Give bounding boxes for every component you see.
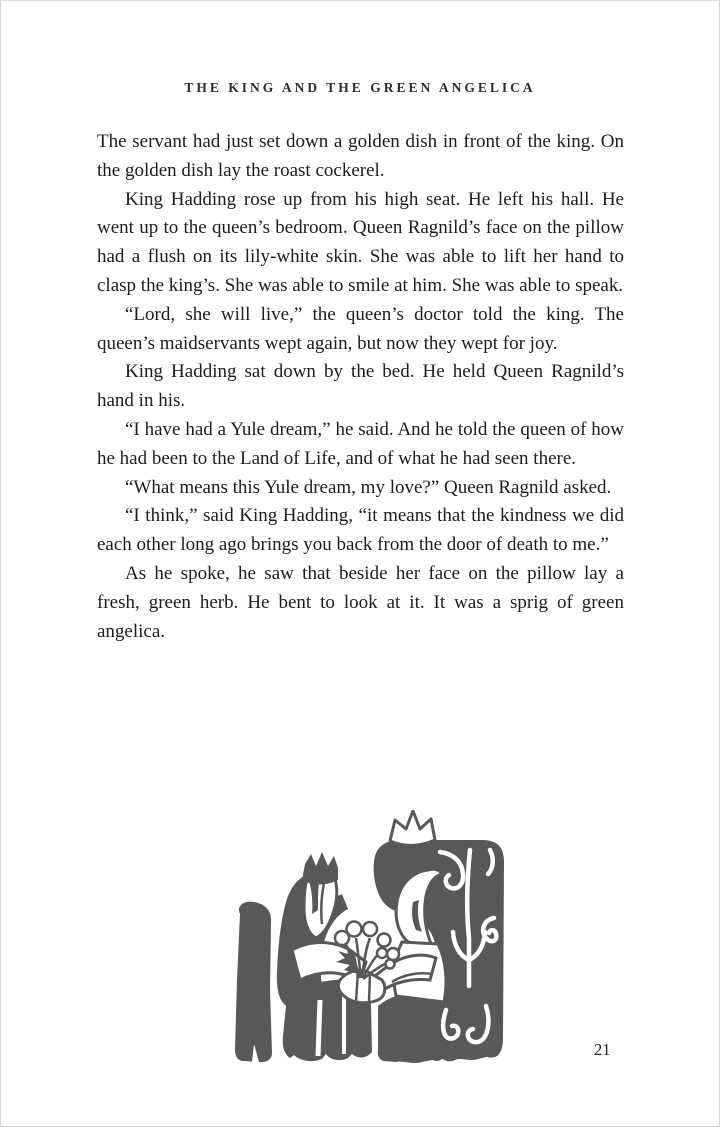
paragraph: King Hadding sat down by the bed. He held Queen Ragnild’s hand in his. bbox=[97, 361, 624, 412]
woodcut-illustration bbox=[232, 810, 505, 1066]
running-head: THE KING AND THE GREEN ANGELICA bbox=[184, 80, 536, 95]
paragraph: “Lord, she will live,” the queen’s doctor told the king. The queen’s maidservants wept again, but now they wept for joy. bbox=[97, 303, 624, 354]
paragraph: “What means this Yule dream, my love?” Queen Ragnild asked. bbox=[125, 476, 612, 498]
paragraph: “I have had a Yule dream,” he said. And he told the queen of how he had been to the Land of Life, and of what he had seen there. bbox=[97, 418, 624, 469]
paragraph: King Hadding rose up from his high seat. He left his hall. He went up to the queen’s bedroom. Queen Ragnild’s face on the pillow had a flush on its lily-white skin. She was able to lift her hand to clasp the king’s. She was able to smile at him. She was able to speak. bbox=[97, 188, 624, 296]
paragraph: The servant had just set down a golden dish in front of the king. On the golden dish lay the roast cockerel. bbox=[97, 131, 624, 181]
text-block bbox=[97, 128, 624, 646]
chair-back bbox=[235, 902, 272, 1063]
paragraph: As he spoke, he saw that beside her face on the pillow lay a fresh, green herb. He bent to look at it. It was a sprig of green angelica. bbox=[97, 562, 624, 642]
page-number: 21 bbox=[594, 1040, 611, 1059]
paragraph: “I think,” said King Hadding, “it means that the kindness we did each other long ago brings you back from the door of death to me.” bbox=[97, 505, 624, 556]
